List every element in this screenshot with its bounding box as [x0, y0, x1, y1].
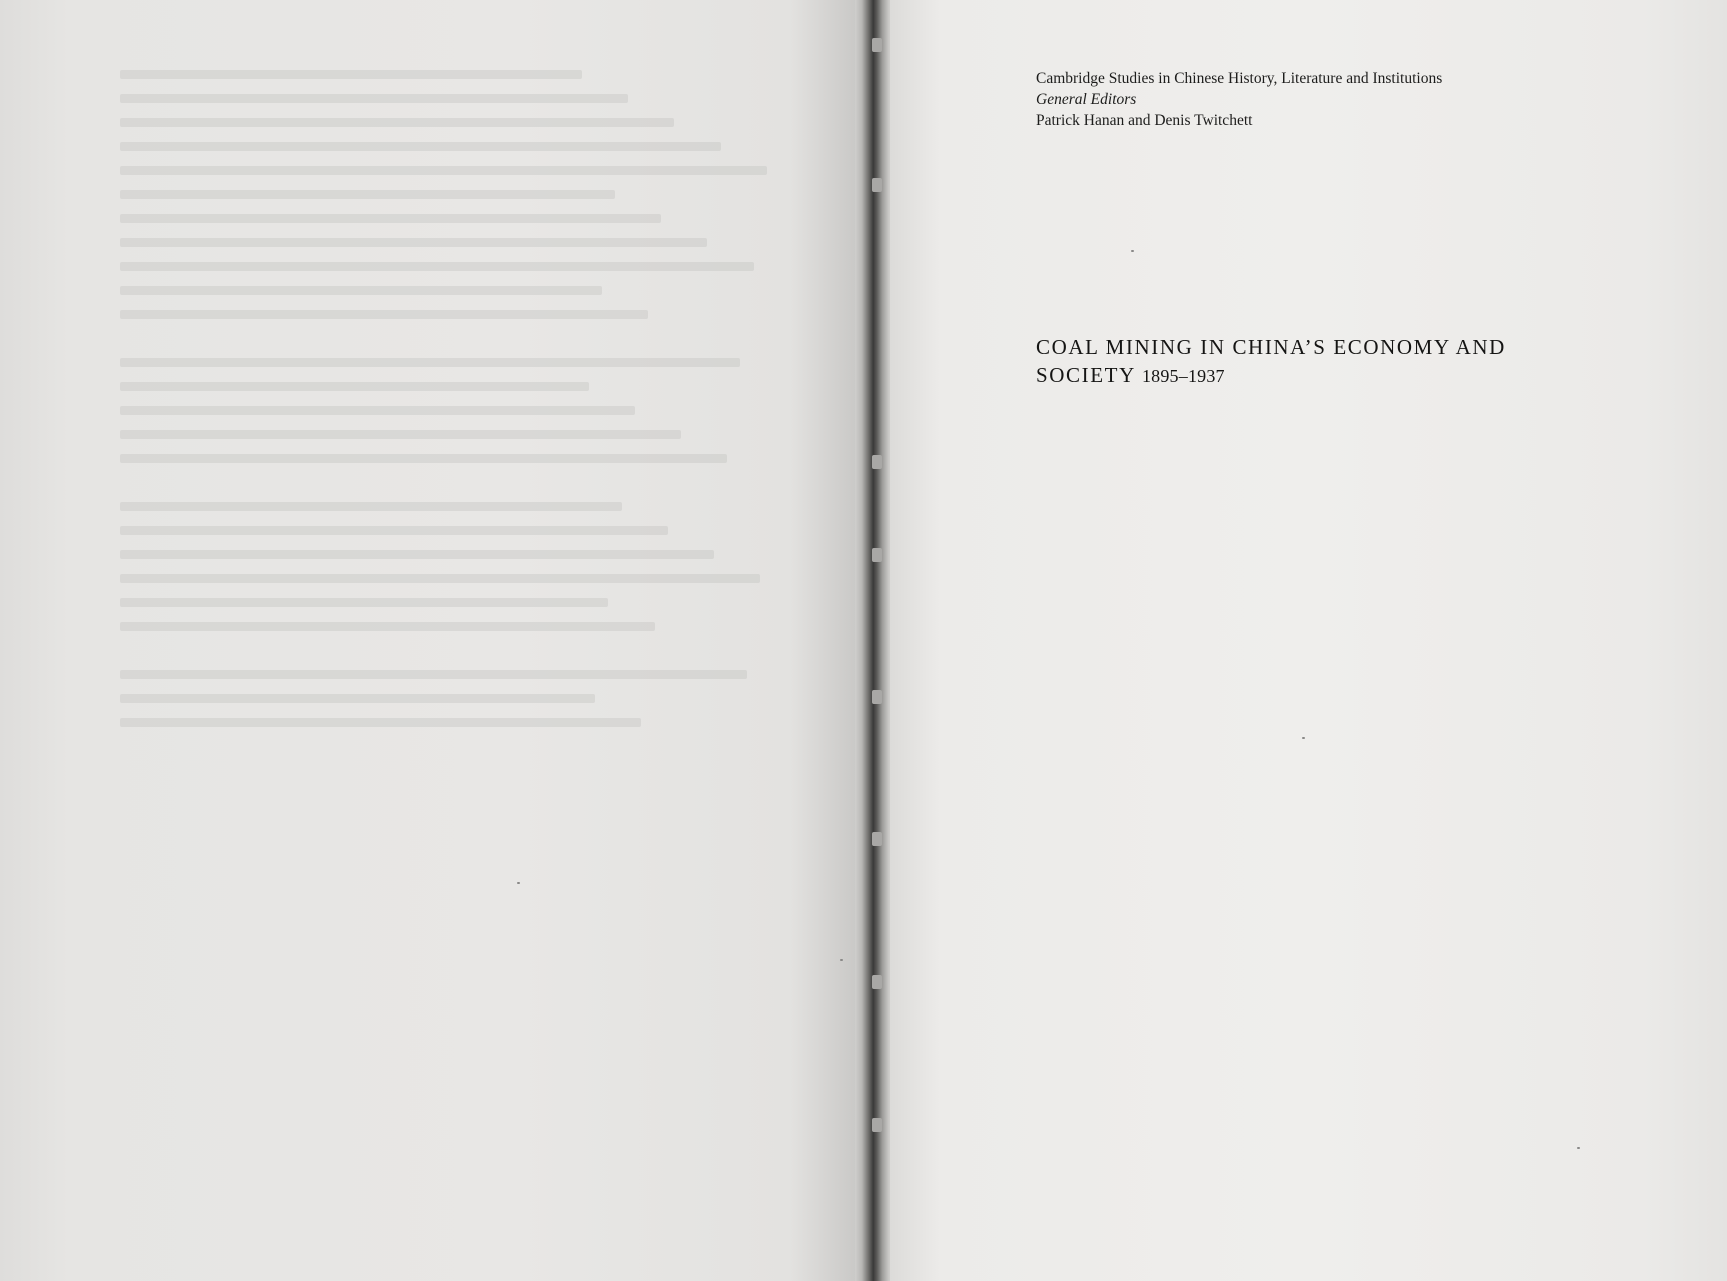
binding-staple — [872, 455, 882, 469]
bleed-through-line — [120, 422, 780, 446]
book-title-line-2 — [1036, 361, 1506, 390]
bleed-through-line — [120, 518, 780, 542]
bleed-through-line — [120, 494, 780, 518]
bleed-through-line — [120, 470, 780, 494]
bleed-through-line — [120, 302, 780, 326]
bleed-through-line — [120, 62, 780, 86]
right-page-half-title — [890, 0, 1727, 1281]
bleed-through-line — [120, 278, 780, 302]
bleed-through-line — [120, 542, 780, 566]
bleed-through-line — [120, 326, 780, 350]
binding-staple — [872, 832, 882, 846]
paper-speck — [517, 882, 520, 884]
left-page-bleed-through — [120, 62, 780, 734]
bleed-through-line — [120, 446, 780, 470]
bleed-through-line — [120, 662, 780, 686]
book-title-years: 1895–1937 — [1141, 366, 1225, 386]
binding-staple — [872, 975, 882, 989]
bleed-through-line — [120, 254, 780, 278]
paper-speck — [1302, 737, 1305, 739]
binding-staple — [872, 178, 882, 192]
book-title-society: SOCIETY — [1036, 363, 1136, 387]
bleed-through-line — [120, 110, 780, 134]
paper-speck — [1577, 1147, 1580, 1149]
series-info — [1036, 68, 1442, 131]
left-page-blank-verso — [0, 0, 858, 1281]
bleed-through-line — [120, 158, 780, 182]
bleed-through-line — [120, 374, 780, 398]
bleed-through-line — [120, 350, 780, 374]
bleed-through-line — [120, 710, 780, 734]
bleed-through-line — [120, 686, 780, 710]
bleed-through-line — [120, 86, 780, 110]
binding-staple — [872, 38, 882, 52]
general-editors-label: General Editors — [1036, 91, 1137, 108]
binding-staple — [872, 1118, 882, 1132]
book-gutter — [855, 0, 893, 1281]
book-title — [1036, 333, 1506, 390]
paper-speck — [840, 959, 843, 961]
bleed-through-line — [120, 590, 780, 614]
bleed-through-line — [120, 206, 780, 230]
bleed-through-line — [120, 566, 780, 590]
series-name: Cambridge Studies in Chinese History, Literature and Institutions — [1036, 70, 1443, 87]
bleed-through-line — [120, 182, 780, 206]
bleed-through-line — [120, 638, 780, 662]
bleed-through-line — [120, 614, 780, 638]
bleed-through-line — [120, 398, 780, 422]
bleed-through-line — [120, 134, 780, 158]
bleed-through-line — [120, 230, 780, 254]
binding-staple — [872, 548, 882, 562]
binding-staple — [872, 690, 882, 704]
series-editors: Patrick Hanan and Denis Twitchett — [1036, 112, 1253, 129]
paper-speck — [1131, 250, 1134, 252]
book-title-line-1: COAL MINING IN CHINA’S ECONOMY AND — [1036, 335, 1506, 359]
